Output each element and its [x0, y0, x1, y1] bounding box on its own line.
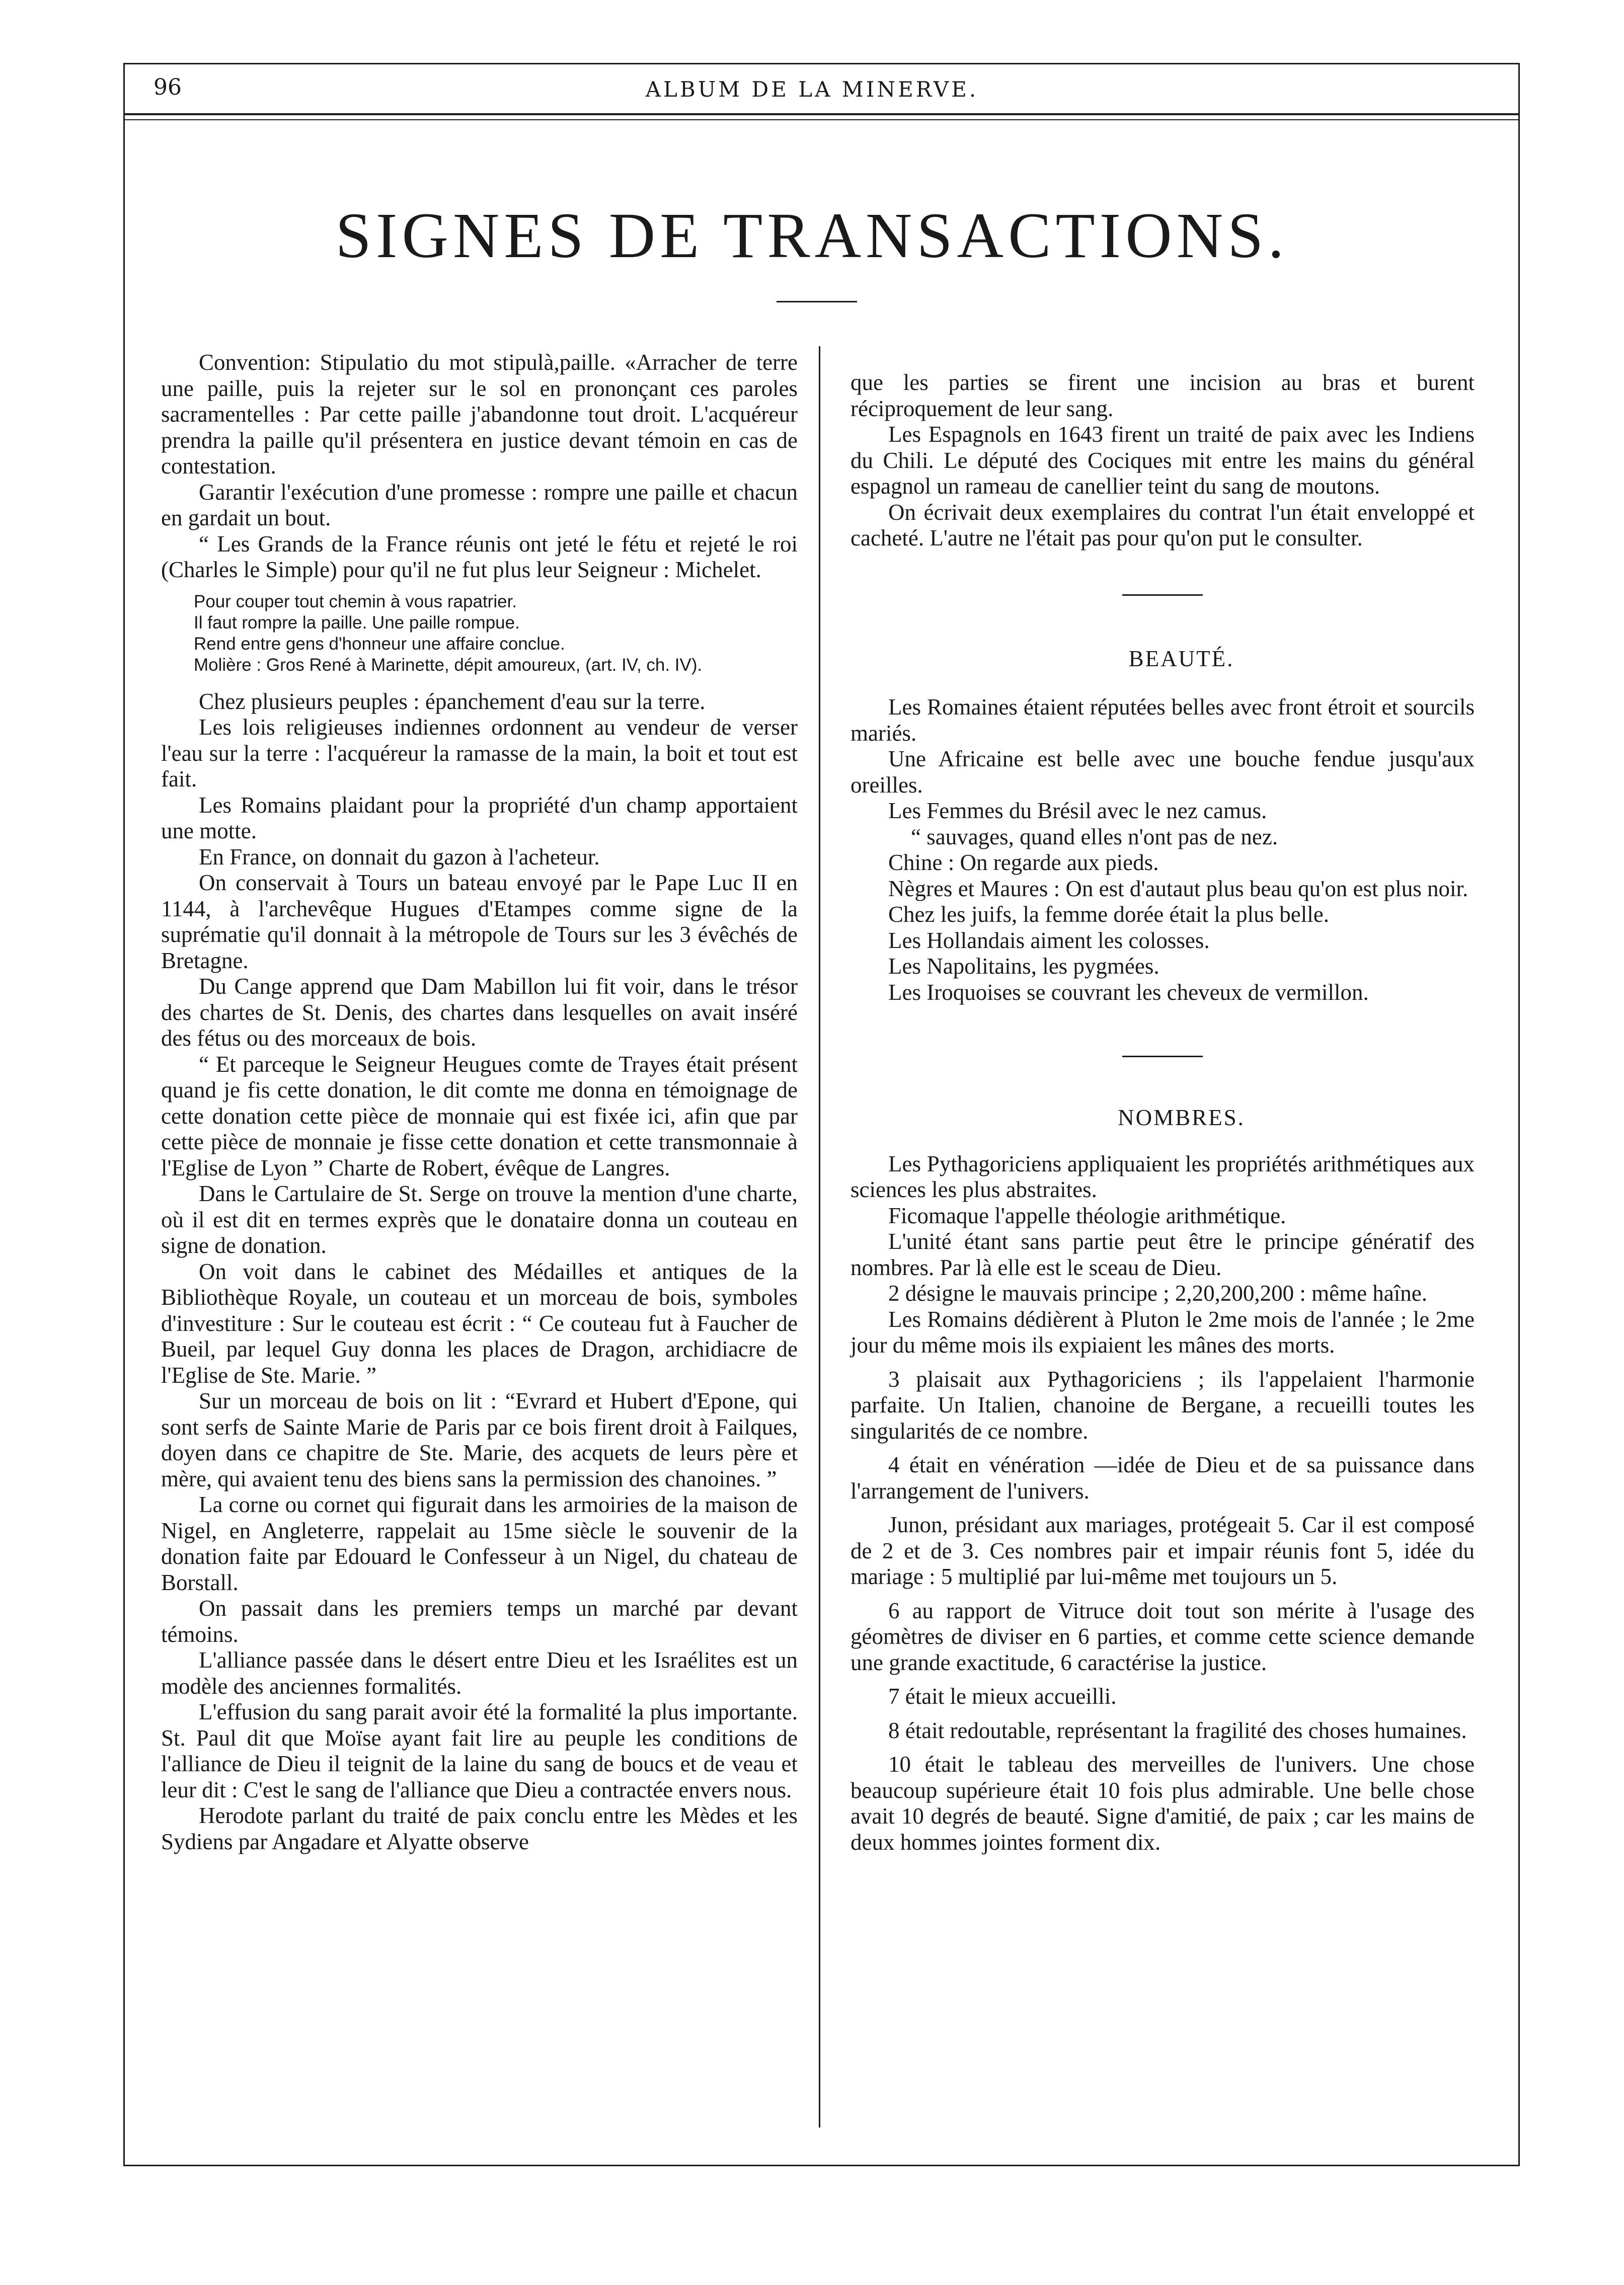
paragraph: En France, on donnait du gazon à l'acheteur. [199, 844, 600, 870]
paragraph: Du Cange apprend que Dam Mabillon lui fit voir, dans le trésor des chartes de St. Denis, des chartes dans lesquelles on avait inséré des fétus ou des morceaux de bois. [161, 974, 798, 1051]
paragraph: L'alliance passée dans le désert entre Dieu et les Israélites est un modèle des anciennes formalités. [161, 1647, 798, 1699]
section-rule [1122, 594, 1203, 596]
article-title: SIGNES DE TRANSACTIONS. [335, 200, 1289, 271]
section-rule [1122, 1056, 1203, 1057]
header-rule-thin [123, 119, 1520, 120]
paragraph: 8 était redoutable, représentant la fragilité des choses humaines. [888, 1717, 1467, 1743]
paragraph: Les Pythagoriciens appliquaient les propriétés arithmétiques aux sciences les plus abstraites. [850, 1151, 1475, 1202]
paragraph: Les lois religieuses indiennes ordonnent au vendeur de verser l'eau sur la terre : l'acquéreur la ramasse de la main, la boit et tout est fait. [161, 715, 798, 792]
title-rule [777, 301, 857, 302]
paragraph: 10 était le tableau des merveilles de l'univers. Une chose beaucoup supérieure était 10 fois plus admirable. Une belle chose avait 10 degrés de beauté. Signe d'amitié, de paix ; car les mains de deux hommes jointes forment dix. [850, 1752, 1475, 1855]
paragraph: La corne ou cornet qui figurait dans les armoiries de la maison de Nigel, en Angleterre, rappelait au 15me siècle le souvenir de la donation faite par Edouard le Confesseur à un Nigel, du chateau de Borstall. [161, 1492, 798, 1595]
paragraph: Les Romains dédièrent à Pluton le 2me mois de l'année ; le 2me jour du même mois ils expiaient les mânes des morts. [850, 1306, 1475, 1358]
paragraph: “ Les Grands de la France réunis ont jeté le fétu et rejeté le roi (Charles le Simple) pour qu'il ne fut plus leur Seigneur : Michelet. [161, 531, 798, 582]
paragraph: Une Africaine est belle avec une bouche fendue jusqu'aux oreilles. [850, 746, 1475, 798]
paragraph: Les Napolitains, les pygmées. [888, 954, 1159, 979]
paragraph: que les parties se firent une incision au bras et burent réciproquement de leur sang. [850, 370, 1475, 421]
paragraph: Dans le Cartulaire de St. Serge on trouve la mention d'une charte, où il est dit en termes exprès que le donataire donna un couteau en signe de donation. [161, 1181, 798, 1258]
section-heading-beaute: BEAUTÉ. [1128, 646, 1234, 671]
paragraph: Les Romains plaidant pour la propriété d'un champ apportaient une motte. [161, 792, 798, 843]
left-column [161, 350, 798, 1855]
quote-line: Pour couper tout chemin à vous rapatrier. [194, 591, 517, 611]
running-title: ALBUM DE LA MINERVE. [645, 77, 979, 102]
paragraph: Chez les juifs, la femme dorée était la plus belle. [888, 902, 1329, 927]
paragraph: 7 était le mieux accueilli. [888, 1684, 1117, 1709]
paragraph: “ Et parceque le Seigneur Heugues comte de Trayes était présent quand je fis cette donation, le dit comte me donna en témoignage de cette donation cette pièce de monnaie qui est fixée ici, afin que par cette pièce de monnaie je fisse cette donation et cette transmonnaie à l'Eglise de Lyon ” Charte de Robert, évêque de Langres. [161, 1051, 798, 1180]
paragraph: 3 plaisait aux Pythagoriciens ; ils l'appelaient l'harmonie parfaite. Un Italien, chanoine de Bergane, a recueilli toutes les singularités de ce nombre. [850, 1366, 1475, 1444]
paragraph: 6 au rapport de Vitruce doit tout son mérite à l'usage des géomètres de diviser en 6 parties, et comme cette science demande une grande exactitude, 6 caractérise la justice. [850, 1598, 1475, 1675]
paragraph: Junon, présidant aux mariages, protégeait 5. Car il est composé de 2 et de 3. Ces nombres pair et impair réunis font 5, idée du mariage : 5 multiplié par lui-même met toujours un 5. [850, 1512, 1475, 1589]
paragraph: Les Espagnols en 1643 firent un traité de paix avec les Indiens du Chili. Le député des Cociques mit entre les mains du général espagnol un rameau de canellier teint du sang de moutons. [850, 422, 1475, 499]
paragraph: Les Iroquoises se couvrant les cheveux de vermillon. [888, 979, 1369, 1005]
paragraph: “ sauvages, quand elles n'ont pas de nez. [911, 824, 1278, 849]
right-column [850, 370, 1475, 1855]
paragraph: Ficomaque l'appelle théologie arithmétique. [888, 1203, 1286, 1228]
paragraph: On passait dans les premiers temps un marché par devant témoins. [161, 1596, 798, 1647]
paragraph: Chez plusieurs peuples : épanchement d'eau sur la terre. [199, 688, 706, 714]
paragraph: Garantir l'exécution d'une promesse : rompre une paille et chacun en gardait un bout. [161, 479, 798, 530]
paragraph: Nègres et Maures : On est d'autaut plus beau qu'on est plus noir. [888, 876, 1468, 901]
paragraph: Les Femmes du Brésil avec le nez camus. [888, 798, 1267, 823]
section-heading-nombres: NOMBRES. [1118, 1105, 1245, 1130]
quote-line: Rend entre gens d'honneur une affaire conclue. [194, 634, 565, 654]
paragraph: 2 désigne le mauvais principe ; 2,20,200,200 : même haîne. [888, 1281, 1427, 1306]
paragraph: L'effusion du sang parait avoir été la formalité la plus importante. St. Paul dit que Moïse ayant fait lire au peuple les conditions de l'alliance de Dieu il teignit de la laine du sang de boucs et de veau et leur dit : C'est le sang de l'alliance que Dieu a contractée envers nous. [161, 1699, 798, 1802]
paragraph: Convention: Stipulatio du mot stipulà,paille. «Arracher de terre une paille, puis la rejeter sur le sol en prononçant ces paroles sacramentelles : Par cette paille j'abandonne tout droit. L'acquéreur prendra la paille qu'il présentera en justice devant témoin en cas de contestation. [161, 350, 798, 479]
paragraph: On conservait à Tours un bateau envoyé par le Pape Luc II en 1144, à l'archevêque Hugues d'Etampes comme signe de la suprématie qu'il donnait à la métropole de Tours sur les 3 évêchés de Bretagne. [161, 870, 798, 973]
column-divider [819, 346, 820, 2128]
paragraph: 4 était en vénération —idée de Dieu et de sa puissance dans l'arrangement de l'univers. [850, 1452, 1475, 1504]
paragraph: Sur un morceau de bois on lit : “Evrard et Hubert d'Epone, qui sont serfs de Sainte Marie de Paris par ce bois firent droit à Failques, doyen dans ce chapitre de Ste. Marie, des acquets de leurs père et mère, qui avaient tenu des biens sans la permission des chanoines. ” [161, 1388, 798, 1491]
paragraph: Chine : On regarde aux pieds. [888, 850, 1159, 875]
page-number: 96 [153, 74, 182, 100]
paragraph: Les Hollandais aiment les colosses. [888, 927, 1210, 953]
paragraph: Herodote parlant du traité de paix conclu entre les Mèdes et les Sydiens par Angadare et Alyatte observe [161, 1803, 798, 1854]
header-rule-thick [123, 113, 1520, 115]
paragraph: Les Romaines étaient réputées belles avec front étroit et sourcils mariés. [850, 694, 1475, 746]
paragraph: On voit dans le cabinet des Médailles et antiques de la Bibliothèque Royale, un couteau et un morceau de bois, symboles d'investiture : Sur le couteau est écrit : “ Ce couteau fut à Faucher de Bueil, par lequel Guy donna les places de Dragon, archidiacre de l'Eglise de Ste. Marie. ” [161, 1258, 798, 1388]
quote-line: Il faut rompre la paille. Une paille rompue. [194, 612, 520, 633]
quote-citation: Molière : Gros René à Marinette, dépit amoureux, (art. IV, ch. IV). [194, 655, 703, 675]
paragraph: L'unité étant sans partie peut être le principe génératif des nombres. Par là elle est le sceau de Dieu. [850, 1229, 1475, 1280]
moliere-quote [194, 591, 798, 676]
paragraph: On écrivait deux exemplaires du contrat l'un était enveloppé et cacheté. L'autre ne l'était pas pour qu'on put le consulter. [850, 499, 1475, 550]
